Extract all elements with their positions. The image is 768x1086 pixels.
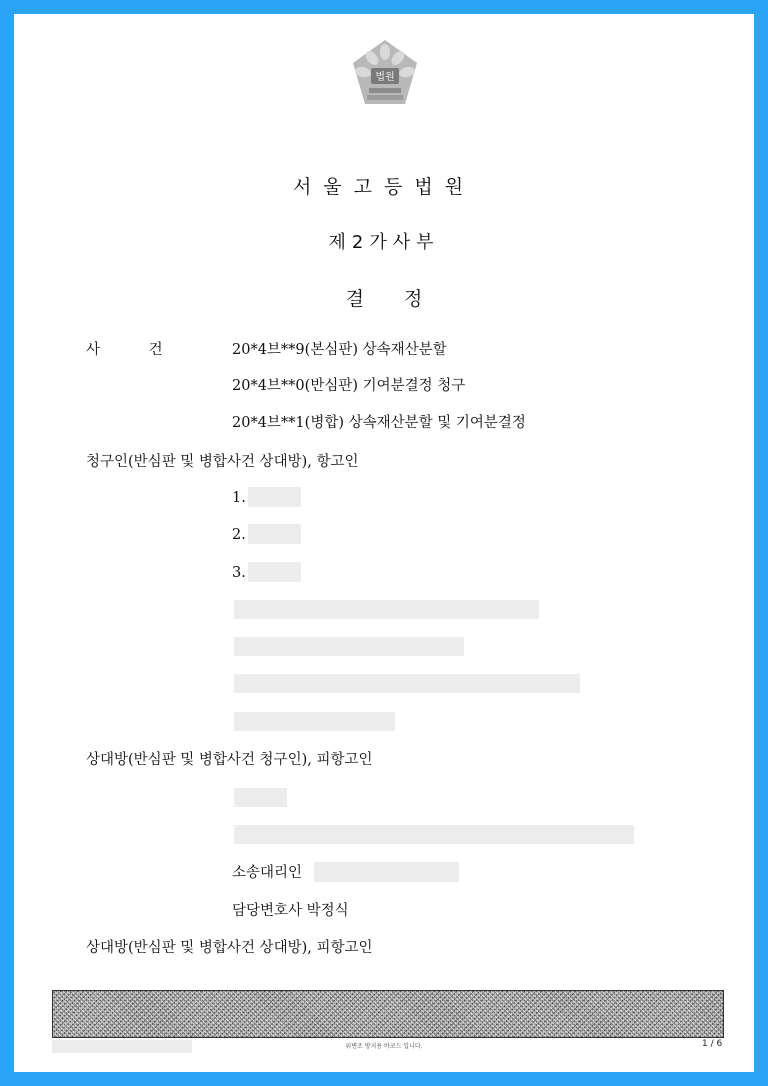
redacted-name (234, 788, 287, 807)
redacted-name (248, 524, 301, 544)
anti-forgery-barcode (52, 990, 724, 1038)
petitioner-item-3: 3. (232, 565, 246, 581)
redacted-name (248, 562, 301, 582)
petitioner-role: 청구인(반심판 및 병합사건 상대방), 항고인 (86, 454, 359, 470)
agent-label: 소송대리인 (232, 865, 303, 881)
redacted-address (234, 637, 464, 656)
case-line-2: 20*4브**0(반심판) 기여분결정 청구 (232, 378, 466, 394)
court-name: 서울고등법원 (292, 176, 476, 198)
court-emblem-icon (347, 38, 423, 114)
redacted-address (234, 712, 395, 731)
document-title: 결정 (345, 288, 463, 310)
division-name: 제2가사부 (328, 232, 440, 253)
page-number: 1 / 6 (702, 1039, 723, 1049)
petitioner-item-2: 2. (232, 527, 246, 543)
respondent-role: 상대방(반심판 및 병합사건 청구인), 피항고인 (86, 752, 373, 768)
document-page (14, 14, 754, 1072)
case-label: 사 건 (86, 342, 163, 358)
barcode-note: 위변조 방지용 바코드 입니다. (345, 1043, 423, 1050)
redacted-name (248, 487, 301, 507)
emblem-text: 법원 (375, 72, 395, 83)
redacted-law-firm (314, 862, 459, 882)
petitioner-item-1: 1. (232, 490, 246, 506)
redacted-address (234, 674, 580, 693)
redacted-address (234, 825, 634, 844)
respondent-role-2: 상대방(반심판 및 병합사건 상대방), 피항고인 (86, 940, 373, 956)
redacted-address (234, 600, 539, 619)
attorney-name: 담당변호사 박정식 (232, 903, 349, 919)
case-line-3: 20*4브**1(병합) 상속재산분할 및 기여분결정 (232, 415, 526, 431)
case-line-1: 20*4브**9(본심판) 상속재산분할 (232, 342, 447, 358)
